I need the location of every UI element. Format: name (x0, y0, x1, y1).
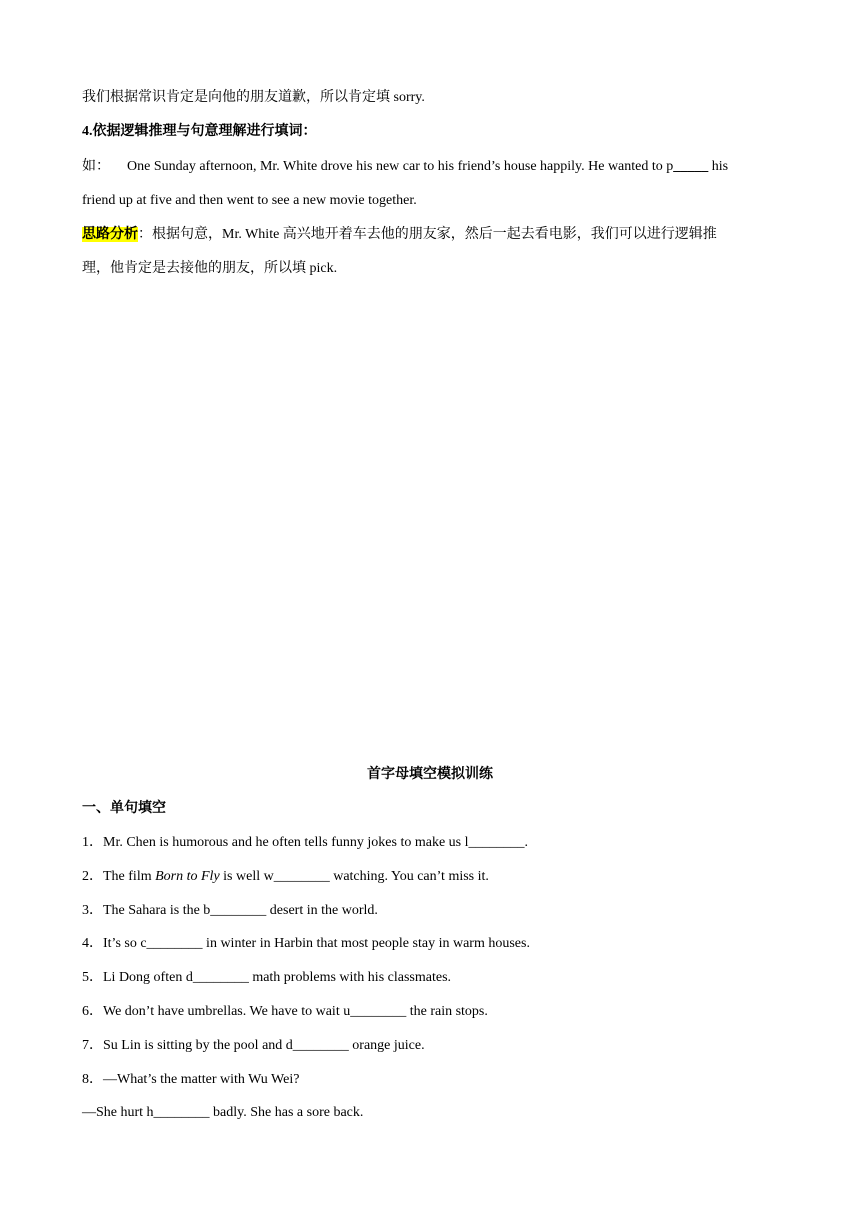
explanation-text: 我们根据常识肯定是向他的朋友道歉，所以肯定填 sorry. (82, 90, 425, 105)
item-text: We don’t have umbrellas. We have to wait u________ the rain stops. (103, 1004, 488, 1019)
example-text-part1: One Sunday afternoon, Mr. White drove his new car to his friend’s house happily. He wanted to p (127, 159, 674, 174)
example-text-line2: friend up at five and then went to see a new movie together. (82, 193, 417, 208)
item-text: The Sahara is the b________ desert in the world. (103, 903, 378, 918)
heading-text: 4.依据逻辑推理与句意理解进行填词： (82, 124, 317, 139)
list-item (82, 901, 782, 921)
item-text: Mr. Chen is humorous and he often tells funny jokes to make us l________. (103, 835, 529, 850)
item-number: 7． (82, 1038, 103, 1053)
exercise-title (0, 765, 860, 785)
example-text-part2: his (708, 159, 729, 174)
list-item (82, 867, 782, 887)
item-text-pre: The film (103, 869, 156, 884)
list-item-reply (82, 1103, 782, 1123)
example-line-1 (82, 157, 782, 177)
list-item (82, 1036, 782, 1056)
list-item (82, 934, 782, 954)
example-prefix: 如： (82, 159, 110, 174)
explanation-line (82, 88, 782, 108)
analysis-text: ：根据句意，Mr. White 高兴地开着车去他的朋友家，然后一起去看电影，我们可以进行逻辑推 (138, 227, 717, 242)
item-text: Li Dong often d________ math problems with his classmates. (103, 970, 452, 985)
item-number: 6． (82, 1004, 103, 1019)
subheading-text: 一、单句填空 (82, 801, 166, 816)
list-item (82, 968, 782, 988)
analysis-text-line2: 理，他肯定是去接他的朋友，所以填 pick. (82, 261, 338, 276)
analysis-line-1 (82, 225, 782, 245)
item-number: 8． (82, 1072, 103, 1087)
analysis-line-2 (82, 259, 782, 279)
item-number: 5． (82, 970, 103, 985)
list-item (82, 833, 782, 853)
item-reply-text: —She hurt h________ badly. She has a sore back. (82, 1105, 364, 1120)
item-number: 3． (82, 903, 103, 918)
exercise-title-text: 首字母填空模拟训练 (367, 767, 493, 782)
item-number: 1． (82, 835, 103, 850)
item-number: 4． (82, 936, 103, 951)
item-text-post: is well w________ watching. You can’t miss it. (219, 869, 489, 884)
example-blank: _____ (673, 159, 709, 174)
section-heading-4 (82, 122, 782, 142)
item-text: —What’s the matter with Wu Wei? (103, 1072, 300, 1087)
exercise-subheading (82, 799, 782, 819)
film-title: Born to Fly (155, 869, 220, 884)
analysis-label: 思路分析 (82, 227, 138, 242)
list-item (82, 1002, 782, 1022)
item-text: Su Lin is sitting by the pool and d________ orange juice. (103, 1038, 425, 1053)
example-line-2 (82, 191, 782, 211)
item-number: 2． (82, 869, 103, 884)
list-item (82, 1070, 782, 1090)
item-text: It’s so c________ in winter in Harbin that most people stay in warm houses. (103, 936, 530, 951)
